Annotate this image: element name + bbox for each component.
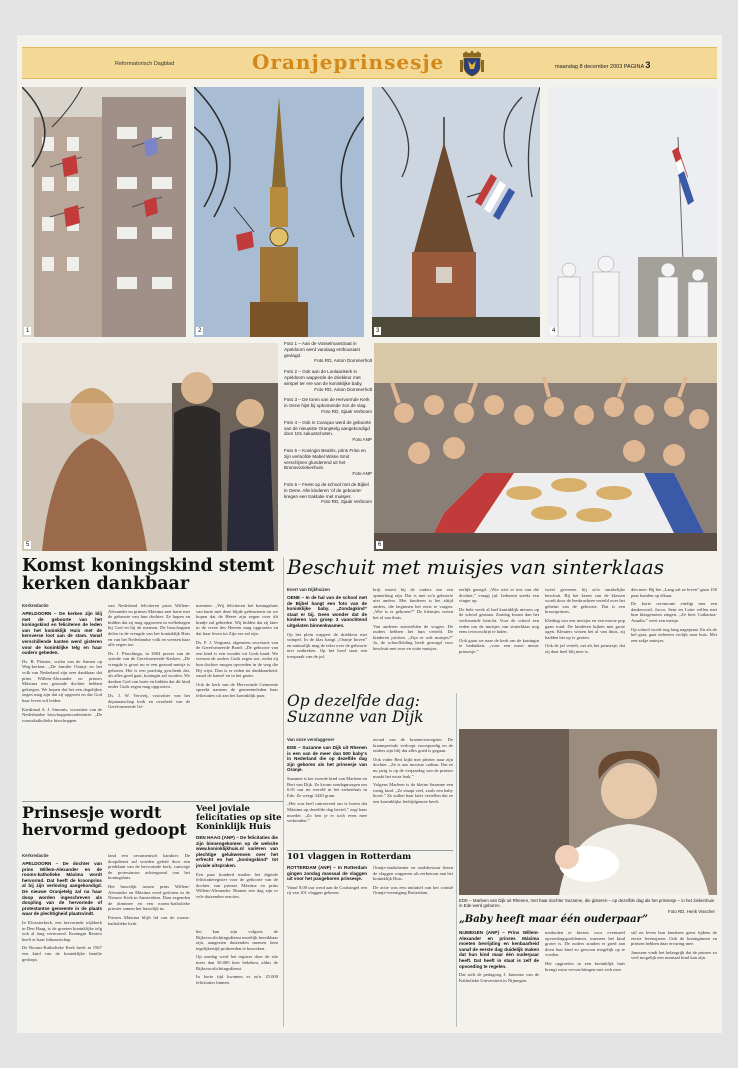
divider: [456, 693, 457, 1027]
divider: [287, 850, 453, 851]
page-date: maandag 8 december 2003 PAGINA 3: [555, 60, 651, 70]
baby-photo: [459, 729, 717, 895]
divider: [22, 801, 284, 802]
article-column: APELDOORN – De dochter van prins Willem-Alexander en de rooms-katholieke Máxima wordt hervormd. Dat heeft de kroonprins al bij zijn verloving aangekondigd. De nieuwe Oranjetelg zal na haar doop worden ingeschreven als doopling van de hervormde of protestantse gemeente in de plaats waar de plechtigheid plaatsvindt. In Kloosterkerk, een hervormde wijkkerk in Den Haag, is de groeten koninklijke telg ook al lang vertrouwd. Koningin Beatrix heeft er haar lidmaatschap. De Rooms-Katholieke Kerk heeft in 1967 een kind van de koninklijke familie gedoopt.: [22, 861, 102, 962]
photo-6-image: [374, 343, 717, 551]
baby-photo-caption: EDE – Marleen van Dijk uit Rhenen, met haar dochter Suzanne, die gisteren – op dezelfde dag als het prinsesje – in het ziekenhuis in Ede werd geboren. Foto RD, Henk Visscher: [459, 898, 715, 914]
photo-6: [374, 343, 717, 551]
headline-prinses: Prinsesje wordt hervormd gedoopt: [22, 803, 187, 839]
photo-number: 5: [26, 542, 30, 548]
photo-4-image: [548, 87, 717, 337]
headline-rotterdam: 101 vlaggen in Rotterdam: [287, 852, 412, 862]
caption: Foto 6 – Feest op de school met de Bijbel in Oene. Alle kinderen 'of de geboorte' kregen een traktatie met muisjes. Foto RD, Sjaak Verboom: [284, 481, 372, 505]
headline-felicitaties: Veel joviale felicitaties op site Koninklijk Huis: [196, 804, 282, 832]
caption: Foto 3 – De toren van de Hervormde Kerk in Oene hijst bij opkomende zon de vlag. Foto RD, Sjaak Verboom: [284, 397, 372, 414]
article-column: DEN HAAG (ANP) – De felicitaties die zijn binnengekomen op de website www.koninklijkhuis.nl variëren van plechtige gelukwensen over het erfrecht en het „koningskind” tot joviale uitspraken. Een paar honderd mailen het digitale felicitatieregister voor de geboorte van de dochter van prinses Máxima en prins Willem-Alexander. Binnen een dag zijn er vele duizenden reacties.: [196, 835, 278, 899]
caption: Foto 4 – Ook in Curaçao werd de geboorte van de nieuwste Oranjetelg aangekondigd door 101 saluutschoten. Foto ANP: [284, 419, 372, 443]
article-column: ROTTERDAM (ANP) – In Rotterdam gingen zondag massaal de vlaggen uit voor het pasgeboren prinsesje. Vanaf 8.00 uur werd aan de Coolsingel een rij van 101 vlaggen gehesen.: [287, 865, 367, 896]
article-column: den mee. Bij het „Lang zal ze leven” gaan 150 paar handen op elkaar. De korte ceremonie eindigt met een dankwoord. Jacco, Sem en Lotte willen met hun klasgenoten zingen. „Ze heet Catharina-Amalia,” weet een meisje. Op school wordt nog lang nagepraat. En als de bel gaat, gaat iedereen vrolijk naar huis. Met een zakje muisjes.: [631, 587, 717, 643]
photo-number: 2: [198, 328, 202, 334]
paper-name: Reformatorisch Dagblad: [115, 61, 175, 67]
page-title: Oranjeprinsesje: [252, 50, 445, 74]
article-column: EDE – Suzanne van Dijk uit Rhenen is een van de meer dan 500 baby's in Nederland die op dezelfde dag zijn geboren als het prinsesje van Oranje. Suzanne is het tweede kind van Marleen en Bert van Dijk. Ze kwam zondagmorgen om 6.01 uur ter wereld in het ziekenhuis in Ede. Ze weegt 3420 gram. „Het was heel ontroerend om te horen dat Máxima op dezelfde dag beviel,” zegt haar moeder. „Zo ben je er toch even mee verbonden.”: [287, 745, 367, 824]
article-column: OENE – In de hal van de school met de Bijbel hangt een foto van de koninklijke baby. „Zondagkind” staat er bij. Geen wonder dat de kinderen van groep 3 vanochtend uitgelaten binnenkwamen. Op het plein wappert de driekleur met wimpel. In de klas hangt „Oranje boven” en natuurlijk mag de tekst over de geboorte niet ontbreken. Op het bord staat een toespraak van de juf.: [287, 595, 367, 659]
article-column: krijt moest bij de ouders om een opmerking zijn. Dat is met zo'n geboorte niet anders. Met kinderen is het altijd anders, die beginnen het eerst te vragen. „Wie is er geboren?” De kleintjes weten het al van thuis. Van anderen sneuvelden de vragen. De ouders hebben het hun verteld. De kinderen juichen. „Zijn er ook muisjes?” Ja, de schoolleiding heeft gezorgd voor beschuit met roze en witte muisjes.: [373, 587, 453, 651]
photo-number: 6: [378, 542, 382, 548]
byline: Van onze verslaggever: [287, 737, 335, 742]
divider: [283, 557, 284, 1027]
headline-suzanne: Op dezelfde dag: Suzanne van Dijk: [287, 692, 424, 727]
royal-crest-icon: [459, 51, 485, 77]
newspaper-page: [17, 35, 722, 1033]
article-column: stil en leven hun kinderen geest tijdens de eerste levensjaren. Ook de koninginnen en prinsen hebben daar ervaring mee. Janssens vindt het belangrijk dat de prinses zo veel mogelijk een normaal kind kan zijn.: [631, 930, 717, 961]
caption: Foto 1 – Aan de Vosselmanstraat in Apeldoorn werd vandaag enthousiast gevlagd. Foto RD, Anton Dommerholt: [284, 341, 372, 364]
byline: Evert van Dijkhuizen: [287, 587, 330, 592]
article-column: avond van de kraamverzorgster. De kraamperiode verloopt voorspoedig en de ouders zijn blij dat alles goed is gegaan. Ook vader Bert kijkt met plezier naar zijn dochter. „Ze is ons mooiste cadeau. Dat ze nu jarig is op de verjaardag van de prinses maakt het extra leuk.” Volgens Marleen is de kleine Suzanne een rustig kind. „Ze slaapt veel, zoals een baby hoort.” Ze zullen haar later vertellen dat ze een koninklijke leeftijdgenote heeft.: [373, 737, 453, 804]
photo-4: [548, 87, 717, 337]
headline-ouderpaar: „Baby heeft maar één ouderpaar”: [459, 914, 649, 925]
article-column: methoden te kiezen voor eventueel opvoedingsproblemen, wanneer het kind groter is. De ouders zouden er goed aan doen hun kind zo gewoon mogelijk op te voeden. Het opgroeien in een koninklijk huis brengt extra verwachtingen met zich mee.: [545, 930, 625, 972]
article-column: eerlijk gezegd. „Wie wist er iets van die dochter,” vraagt juf. Iedereen steekt een vinger op. De hele week al had koninklijk nieuws op de school gestaan. Zondag kwam dan het verlossende bericht. Voor de school een reden om de muisjes van sinterklaas nog eens tevoorschijn te halen. Ook gaan we naar de kerk om de koningin te bedanken, „voor een mooi nieuw prinsesje.”: [459, 587, 539, 654]
caption: Foto 5 – Koningin Beatrix, prins Friso en zijn verloofde Mabel Wisse Smit verschijnen glunderend uit het Bronovoziekenhuis. Foto ANP: [284, 447, 372, 477]
page-header: [22, 47, 717, 79]
article-column: tweet gewezen bij zo'n smakelijke beschuit. Bij het keren van de klassen wordt door de leerkrachten verteld over het geheim van de geboorte. Dat is een kroonprinses. Kleding van een meisjes en een mooie pop gaan rond. De kinderen kijken met grote ogen. Kleuters wisten het al van thuis, zij hadden het op tv gezien. Ook de juf vertelt, net als het prinsesje, dat zij daar heel blij mee is.: [545, 587, 625, 654]
article-column: van Nederland feliciteren prins Willem-Alexander en prinses Máxima met harte met de geboorte van hun dochter. Ze hopen en bidden dat zij mag opgroeien in welbehagen bij God en bij de mensen. De bisschoppen delen in de vreugde van het koninklijk Huis en van het Nederlandse volk en wensen haar alle zegen toe. Ds. J. Plaschinga, in 2004 preses van de synode van de Gereformeerde Kerken: „De vreugde is groot nu er een gezond meisje is geboren. Het is een prachtig geschenk dat, als alles goed gaat, koningin zal worden. We danken God van harte en bidden dat dit kind onder Gods zegen mag opgroeien. Ds. J. W. Verweij, voorzitter van het deputaatschap kerk en overheid van de Gereformeerde Ge-: [108, 603, 190, 710]
photo-1: [22, 87, 186, 337]
photo-1-image: [22, 87, 186, 337]
article-column: meenten: „Wij feliciteren het koningshuis van harte met deze blijde gebeurtenis en we hopen dat de Heere zijn zegen over dit kindje zal gebieden. Wij bidden dat zij later in de vreze des Heeren mag opgroeien en dat haar leven tot Zijn eer zal zijn. Ds. F. J. Vergunst, algemeen secretaris van de Gereformeerde Bond: „De geboorte van een kind is een wonder uit Gods hand. We wensen de ouders Gods zegen toe, zodat zij hun dochter mogen opvoeden in de weg die Hij wijst. Dan is er reden tot dankbaarheid, vanaf de kansel en in het gezin. Ook de kerk van de Hervormde Gemeente spreekt namens de gemeenteleden haar felicitaties uit aan het koninklijk paar.: [196, 603, 278, 698]
photo-number: 3: [376, 328, 380, 334]
photo-number: 4: [552, 328, 556, 334]
byline: Kerkredactie: [22, 853, 49, 858]
photo-3: [372, 87, 540, 337]
baby-photo-image: [459, 729, 717, 895]
photo-2: [194, 87, 364, 337]
photo-captions: [284, 341, 372, 510]
article-column: NIJMEGEN (ANP) – Prins Willem-Alexander en prinses Máxima moeten bevrijding en kenbaarheid vanaf de eerste dag duidelijk maken dat hun kind maar één ouderpaar heeft. Dat heeft in staat is zelf de opvoeding te regelen. Dat stelt de pedagoog J. Janssens van de Katholieke Universiteit in Nijmegen.: [459, 930, 539, 983]
article-column: Oranje-stadstheater en stadsbestuur lieten de vlaggen wapperen als eerbetoon aan het koninklijk Huis. De actie was een initiatief van het comité Oranje-vereniging Rotterdam.: [373, 865, 453, 896]
caption: Foto 2 – Ook aan de Loolaankerk in Apeldoorn wapperde de driekleur met wimpel ter ere van de koninklijke baby. Foto RD, Anton Dommerholt: [284, 369, 372, 392]
byline: Kerkredactie: [22, 603, 49, 608]
photo-5: [22, 343, 278, 551]
photo-number: 1: [26, 328, 30, 334]
photo-3-image: [372, 87, 540, 337]
headline-koningskind: Komst koningskind stemt kerken dankbaar: [22, 556, 275, 595]
headline-sinterklaas: Beschuit met muisjes van sinterklaas: [287, 555, 664, 579]
photo-5-image: [22, 343, 278, 551]
article-column: APELDOORN – De kerken zijn blij met de geboorte van het koningskind en feliciteren de leden van het koninklijk Huis met de kersverse loot aan de stam. Vanaf verschillende kanten werd gisteren voor de koninklijke telg en haar ouders gebeden. Ds. B. Plaisier, scriba van de Samen op Weg-kerken: „De familie Oranje en het volk van Nederland zijn zeer dankbaar dat prins Willem-Alexander en prinses Máxima een gezonde dochter hebben gekregen. We hopen dat het een dagelijkse zegen mag zijn dat zij opgroeit en dat God haar leven wil leiden. Kardinaal A. J. Simonis, voorzitter van de Nederlandse bisschoppenconferentie: „De roomskatholieke bisschoppen: [22, 611, 102, 723]
photo-2-image: [194, 87, 364, 337]
article-column: land een oecumenisch karakter. De doopdienst zal worden geleid door een predikant van de hervormde kerk, vanwege de protestantse achtergrond van het koningshuis. Het huwelijk tussen prins Willem-Alexander en Máxima werd gesloten in de Nieuwe Kerk in Amsterdam. Daar zegenden de dominee en een rooms-katholieke priester samen het huwelijk in. Prinses Máxima blijft lid van de rooms-katholieke kerk.: [108, 853, 190, 926]
article-column: het kan zijn volgens de Rijksvoorlichtingsdienst moeilijk bereikbaar zijn, aangezien duizenden mensen hem tegelijkertijd probeerden te bezoeken. Op zondag werd het register door de site meer dan 50.000 keer bekeken, aldus de Rijksvoorlichtingsdienst. In korte tijd kwamen er zo'n 25.000 felicitaties binnen.: [196, 929, 278, 985]
